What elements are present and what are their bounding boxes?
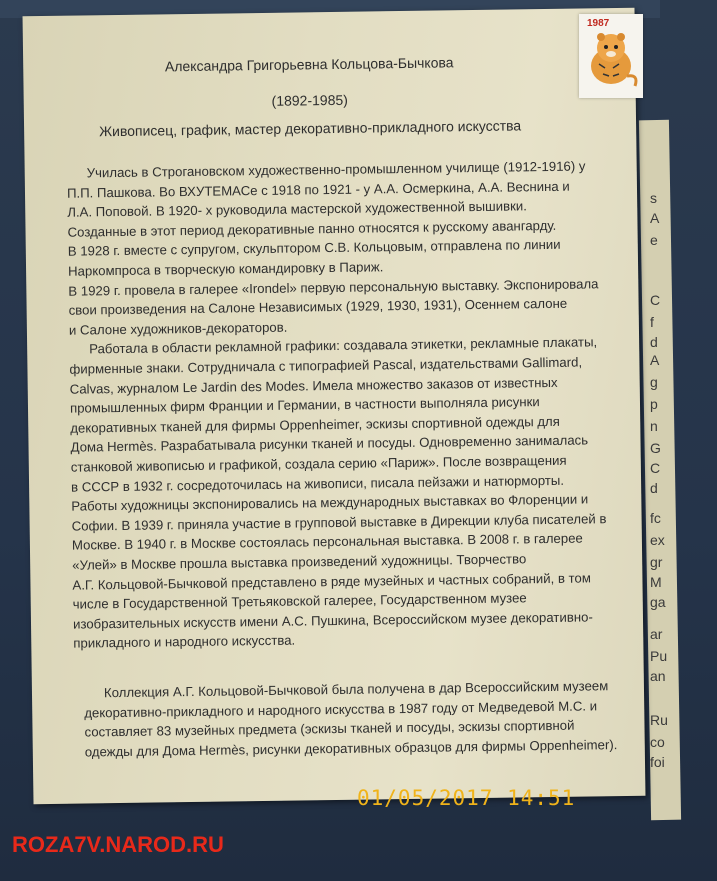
adjacent-panel-word: d (650, 334, 658, 350)
logo-year: 1987 (587, 18, 610, 29)
biography-line: промышленных фирм Франции и Германии, в частности выполняла рисунки (69, 394, 540, 416)
biography-line: Созданные в этот период декоративные панно относятся к русскому авангарду. (67, 217, 557, 240)
biography-line: свои произведения на Салоне Независимых (1929, 1930, 1931), Осеннем салоне (68, 295, 568, 318)
biography-line: фирменные знаки. Сотрудничала с типографией Pascal, издательствами Gallimard, (69, 354, 583, 377)
logo-badge (579, 14, 643, 98)
adjacent-panel-word: C (650, 460, 661, 476)
biography-line: Наркомпроса в творческую командировку в Париж. (67, 259, 384, 279)
biography-line: Училась в Строгановском художественно-промышленном училище (1912-1916) у (86, 158, 586, 181)
biography-line: В 1928 г. вместе с супругом, скульптором С.В. Кольцовым, отправлена по линии (67, 237, 561, 260)
adjacent-panel-word: A (650, 210, 660, 226)
exhibition-panel (23, 8, 646, 804)
adjacent-panel-word: foi (650, 754, 665, 770)
adjacent-panel-word: Ru (650, 712, 668, 728)
biography-line: и Салоне художников-декораторов. (68, 319, 288, 338)
adjacent-panel-word: G (650, 440, 661, 456)
adjacent-panel-word: p (650, 396, 658, 412)
biography-line: декоративно-прикладного и народного искусства в 1987 году от Медведевой М.С. и (84, 697, 598, 721)
biography-line: Л.А. Поповой. В 1920- х руководила мастерской художественной вышивки. (67, 198, 527, 220)
adjacent-panel-word: gr (650, 554, 663, 570)
biography-line: Работы художницы экспонировались на международных выставках во Флоренции и (71, 491, 589, 514)
biography-line: Софии. В 1939 г. приняла участие в групповой выставке в Дирекции клуба писателей в (71, 511, 607, 534)
artist-years: (1892-1985) (271, 91, 348, 109)
biography-line: Коллекция А.Г. Кольцовой-Бычковой была получена в дар Всероссийским музеем (103, 678, 609, 701)
biography-line: изобразительных искусств имени А.С. Пушкина, Всероссийском музее декоративно- (72, 609, 593, 632)
adjacent-panel-word: C (650, 292, 661, 308)
adjacent-panel-word: M (650, 574, 662, 590)
biography-line: «Улей» в Москве прошла выставка произведений художницы. Творчество (72, 551, 527, 573)
adjacent-panel-word: fc (650, 510, 661, 526)
adjacent-panel-word: A (650, 352, 660, 368)
biography-line: декоративных тканей для фирмы Oppenheimer, эскизы спортивной одежды для (70, 413, 560, 436)
adjacent-panel-word: Pu (650, 648, 668, 664)
adjacent-panel-word: co (650, 734, 665, 750)
date-stamp: 01/05/2017 14:51 (357, 786, 576, 810)
adjacent-panel-word: f (650, 314, 654, 330)
biography-line: станковой живописью и графикой, создала серию «Париж». После возвращения (70, 452, 567, 475)
biography-line: Calvas, журналом Le Jardin des Modes. Имела множество заказов от известных (69, 374, 558, 397)
adjacent-panel-word: g (650, 374, 658, 390)
biography-line: Работала в области рекламной графики: создавала этикетки, рекламные плакаты, (89, 334, 598, 357)
biography-line: В 1929 г. провела в галерее «Irondel» первую персональную выставку. Экспонировала (68, 275, 599, 299)
adjacent-panel-word: ex (650, 532, 665, 548)
adjacent-panel-word: n (650, 418, 658, 434)
artist-name: Александра Григорьевна Кольцова-Бычкова (164, 54, 454, 75)
adjacent-panel-word: ar (650, 626, 663, 642)
biography-line: А.Г. Кольцовой-Бычковой представлено в ряде музейных и частных собраний, в том (72, 570, 591, 593)
biography-line: Дома Hermès. Разрабатывала рисунки тканей и посуды. Одновременно занималась (70, 432, 589, 456)
biography-line: П.П. Пашкова. Во ВХУТЕМАСе с 1918 по 1921 - у А.А. Осмеркина, А.А. Веснина и (66, 178, 570, 201)
adjacent-panel-word: d (650, 480, 658, 496)
biography-line: одежды для Дома Hermès, рисунки декоративных образцов для фирмы Oppenheimer). (84, 736, 618, 760)
adjacent-panel-word: an (650, 668, 666, 684)
adjacent-panel-word: e (650, 232, 658, 248)
biography-line: Москве. В 1940 г. в Москве состоялась персональная выставка. В 2008 г. в галерее (71, 530, 583, 554)
watermark: ROZA7V.NAROD.RU (12, 832, 224, 857)
adjacent-panel-word: ga (650, 594, 666, 610)
artist-subtitle: Живописец, график, мастер декоративно-прикладного искусства (99, 117, 522, 140)
biography-line: составляет 83 музейных предмета (эскизы тканей и посуды, эскизы спортивной (84, 717, 575, 740)
adjacent-panel-word: s (650, 190, 657, 206)
biography-line: прикладного и народного искусства. (73, 632, 296, 652)
biography-line: числе в Государственной Третьяковской галерее, Государственном музее (72, 590, 527, 612)
biography-line: в СССР в 1932 г. сосредоточилась на живописи, писала пейзажи и натюрморты. (70, 472, 565, 495)
